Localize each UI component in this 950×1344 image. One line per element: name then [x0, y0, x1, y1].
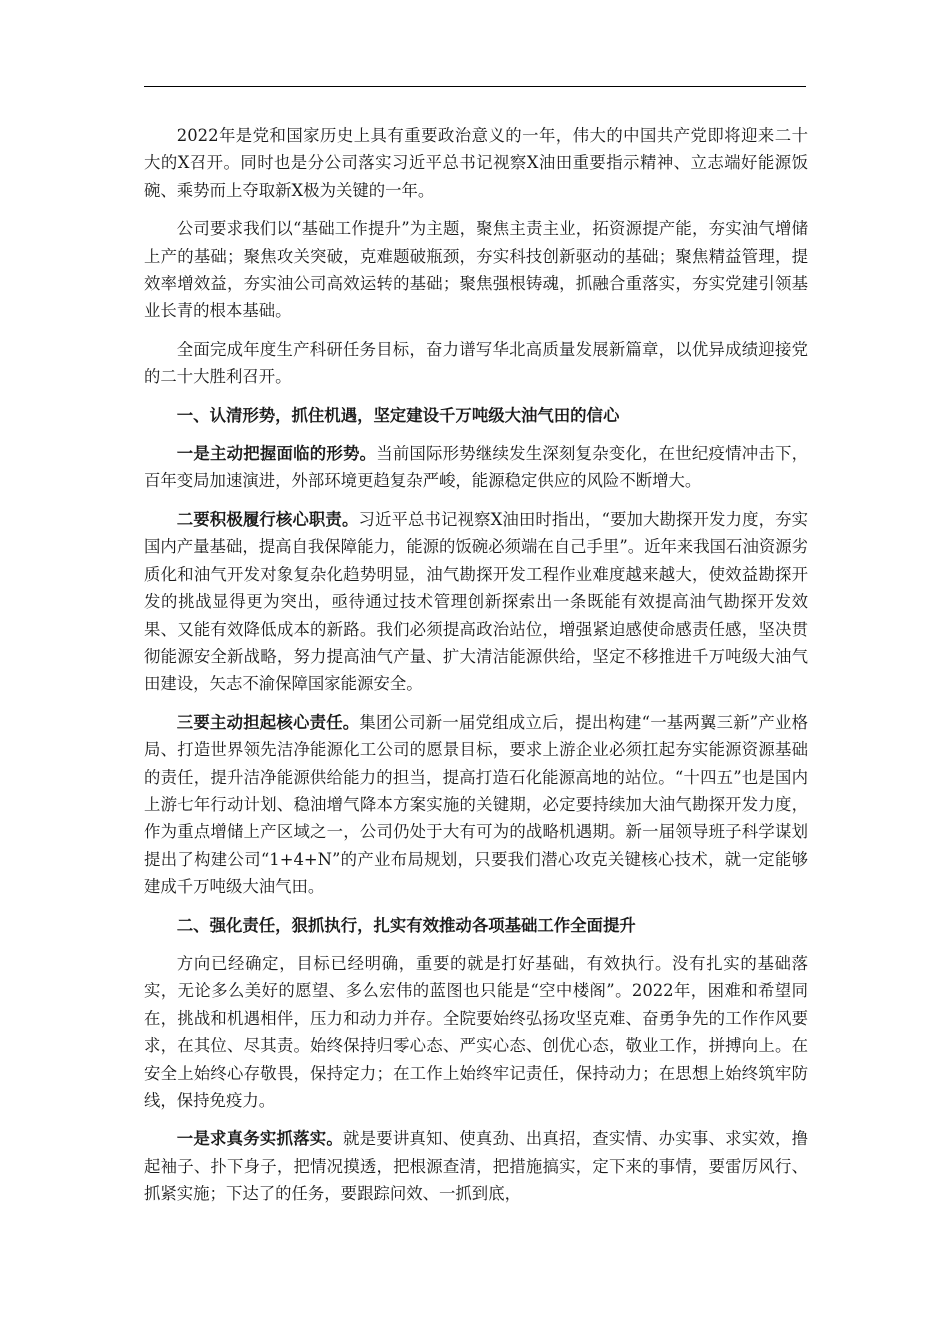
- paragraph-text: 全面完成年度生产科研任务目标，奋力谱写华北高质量发展新篇章，以优异成绩迎接党的二十大胜利召开。: [144, 339, 808, 387]
- paragraph-2: [144, 215, 808, 325]
- paragraph-7: [144, 950, 808, 1114]
- section-heading-1: [144, 402, 808, 429]
- paragraph-text: 习近平总书记视察X油田时指出，“要加大勘探开发力度，夯实国内产量基础，提高自我保障能力，能源的饭碗必须端在自己手里”。近年来我国石油资源劣质化和油气开发对象复杂化趋势明显，油气勘探开发工程作业难度越来越大，使效益勘探开发的挑战显得更为突出，亟待通过技术管理创新探索出一条既能有效提高油气勘探开发效果、又能有效降低成本的新路。我们必须提高政治站位，增强紧迫感使命感责任感，坚决贯彻能源安全新战略，努力提高油气产量、扩大清洁能源供给，坚定不移推进千万吨级大油气田建设，矢志不渝保障国家能源安全。: [144, 509, 809, 694]
- paragraph-3: [144, 336, 808, 391]
- header-rule: [144, 86, 806, 87]
- paragraph-text: 集团公司新一届党组成立后，提出构建“一基两翼三新”产业格局、打造世界领先洁净能源化工公司的愿景目标，要求上游企业必须扛起夯实能源资源基础的责任，提升洁净能源供给能力的担当，提高打造石化能源高地的站位。“十四五”也是国内上游七年行动计划、稳油增气降本方案实施的关键期，必定要持续加大油气勘探开发力度，作为重点增储上产区域之一，公司仍处于大有可为的战略机遇期。新一届领导班子科学谋划提出了构建公司“1+4+N”的产业布局规划，只要我们潜心攻克关键核心技术，就一定能够建成千万吨级大油气田。: [144, 712, 808, 897]
- paragraph-1: [144, 122, 808, 204]
- paragraph-text: 当前国际形势继续发生深刻复杂变化，在世纪疫情冲击下，百年变局加速演进，外部环境更趋复杂严峻，能源稳定供应的风险不断增大。: [144, 444, 809, 491]
- heading-text: 二、强化责任，狠抓执行，扎实有效推动各项基础工作全面提升: [176, 915, 636, 935]
- heading-text: 一、认清形势，抓住机遇，坚定建设千万吨级大油气田的信心: [176, 405, 620, 425]
- paragraph-8: [144, 1125, 808, 1207]
- section-heading-2: [144, 912, 808, 939]
- paragraph-lead: 一是求真务实抓落实。: [176, 1129, 343, 1149]
- paragraph-5: [144, 506, 808, 698]
- paragraph-text: 公司要求我们以“基础工作提升”为主题，聚焦主责主业，拓资源提产能，夯实油气增储上产的基础；聚焦攻关突破，克难题破瓶颈，夯实科技创新驱动的基础；聚焦精益管理，提效率增效益，夯实油公司高效运转的基础；聚焦强根铸魂，抓融合重落实，夯实党建引领基业长青的根本基础。: [144, 219, 808, 321]
- paragraph-lead: 二要积极履行核心职责。: [176, 509, 359, 529]
- paragraph-4: [144, 440, 808, 495]
- paragraph-text: 2022年是党和国家历史上具有重要政治意义的一年，伟大的中国共产党即将迎来二十大的X召开。同时也是分公司落实习近平总书记视察X油田重要指示精神、立志端好能源饭碗、乘势而上夺取新X极为关键的一年。: [144, 126, 808, 200]
- paragraph-6: [144, 709, 808, 901]
- paragraph-lead: 一是主动把握面临的形势。: [176, 444, 377, 464]
- document-body: [144, 122, 808, 1219]
- paragraph-text: 就是要讲真知、使真劲、出真招，查实情、办实事、求实效，撸起袖子、扑下身子，把情况摸透，把根源查清，把措施搞实，定下来的事情，要雷厉风行、抓紧实施；下达了的任务，要跟踪问效、一抓到底，: [144, 1129, 809, 1204]
- paragraph-lead: 三要主动担起核心责任。: [176, 712, 360, 732]
- paragraph-text: 方向已经确定，目标已经明确，重要的就是打好基础，有效执行。没有扎实的基础落实，无论多么美好的愿望、多么宏伟的蓝图也只能是“空中楼阁”。2022年，困难和希望同在，挑战和机遇相伴，压力和动力并存。全院要始终弘扬攻坚克难、奋勇争先的工作作风要求，在其位、尽其责。始终保持归零心态、严实心态、创优心态，敬业工作，拼搏向上。在安全上始终心存敬畏，保持定力；在工作上始终牢记责任，保持动力；在思想上始终筑牢防线，保持免疫力。: [144, 953, 808, 1110]
